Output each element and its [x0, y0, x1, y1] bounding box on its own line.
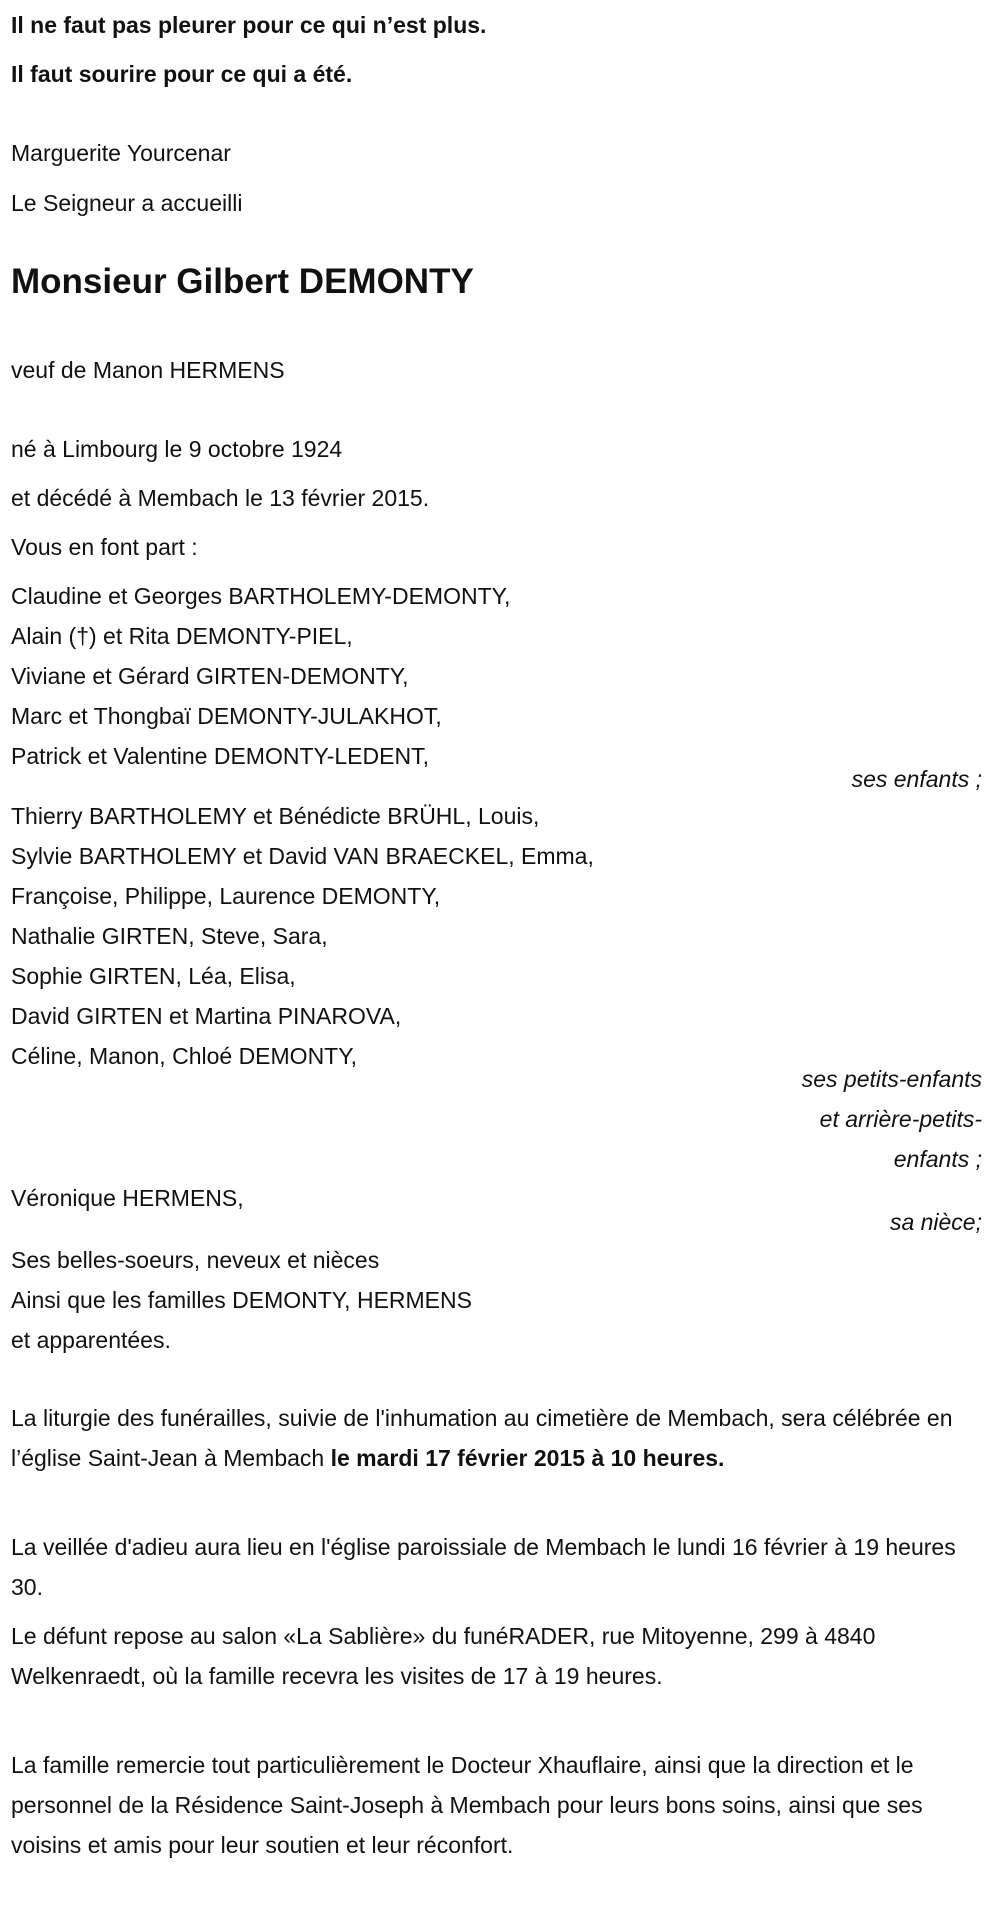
- grandchildren-line: Françoise, Philippe, Laurence DEMONTY,: [11, 883, 441, 909]
- grandchildren-line: David GIRTEN et Martina PINAROVA,: [11, 1003, 402, 1029]
- quote-line-2: Il faut sourire pour ce qui a été.: [11, 61, 353, 87]
- deceased-name: Monsieur Gilbert DEMONTY: [11, 262, 474, 301]
- grandchildren-label: enfants ;: [893, 1146, 982, 1172]
- grandchildren-line: Sylvie BARTHOLEMY et David VAN BRAECKEL, Emma,: [11, 843, 594, 869]
- announce-text: Vous en font part :: [11, 534, 198, 560]
- children-line: Viviane et Gérard GIRTEN-DEMONTY,: [11, 663, 409, 689]
- others-line: Ses belles-soeurs, neveux et nièces: [11, 1247, 380, 1273]
- thanks-paragraph: La famille remercie tout particulièrement le Docteur Xhauflaire, ainsi que la direction et le personnel de la Résidence Saint-Joseph à Membach pour leurs bons soins, ainsi que ses voisins et amis pour leur soutien et leur réconfort.: [11, 1752, 923, 1858]
- grandchildren-label: ses petits-enfants: [801, 1066, 982, 1092]
- grandchildren-line: Nathalie GIRTEN, Steve, Sara,: [11, 923, 328, 949]
- niece-label: sa nièce;: [889, 1209, 982, 1235]
- death-text: et décédé à Membach le 13 février 2015.: [11, 485, 430, 511]
- children-line: Claudine et Georges BARTHOLEMY-DEMONTY,: [11, 583, 511, 609]
- rest-paragraph: Le défunt repose au salon «La Sablière» du funéRADER, rue Mitoyenne, 299 à 4840 Welkenraedt, où la famille recevra les visites de 17 à 19 heures.: [11, 1623, 876, 1689]
- others-line: Ainsi que les familles DEMONTY, HERMENS: [11, 1287, 472, 1313]
- quote-line-1: Il ne faut pas pleurer pour ce qui n’est plus.: [11, 12, 487, 38]
- quote-author: Marguerite Yourcenar: [11, 140, 231, 166]
- grandchildren-line: Thierry BARTHOLEMY et Bénédicte BRÜHL, Louis,: [11, 803, 540, 829]
- liturgy-text: La liturgie des funérailles, suivie de l'inhumation au cimetière de Membach, sera célébrée en l’église Saint-Jean à Membach: [11, 1405, 953, 1471]
- others-line: et apparentées.: [11, 1327, 171, 1353]
- widower-text: veuf de Manon HERMENS: [11, 357, 285, 383]
- liturgy-date: le mardi 17 février 2015 à 10 heures.: [330, 1445, 725, 1471]
- grandchildren-line: Sophie GIRTEN, Léa, Elisa,: [11, 963, 296, 989]
- children-label: ses enfants ;: [851, 766, 982, 792]
- niece-line: Véronique HERMENS,: [11, 1185, 244, 1211]
- vigil-paragraph: La veillée d'adieu aura lieu en l'église paroissiale de Membach le lundi 16 février à 19 heures 30.: [11, 1534, 956, 1600]
- children-line: Patrick et Valentine DEMONTY-LEDENT,: [11, 743, 429, 769]
- birth-text: né à Limbourg le 9 octobre 1924: [11, 436, 343, 462]
- intro-text: Le Seigneur a accueilli: [11, 190, 243, 216]
- children-line: Marc et Thongbaï DEMONTY-JULAKHOT,: [11, 703, 442, 729]
- children-line: Alain (†) et Rita DEMONTY-PIEL,: [11, 623, 353, 649]
- liturgy-paragraph: [11, 1398, 971, 1478]
- grandchildren-label: et arrière-petits-: [819, 1106, 982, 1132]
- grandchildren-line: Céline, Manon, Chloé DEMONTY,: [11, 1043, 357, 1069]
